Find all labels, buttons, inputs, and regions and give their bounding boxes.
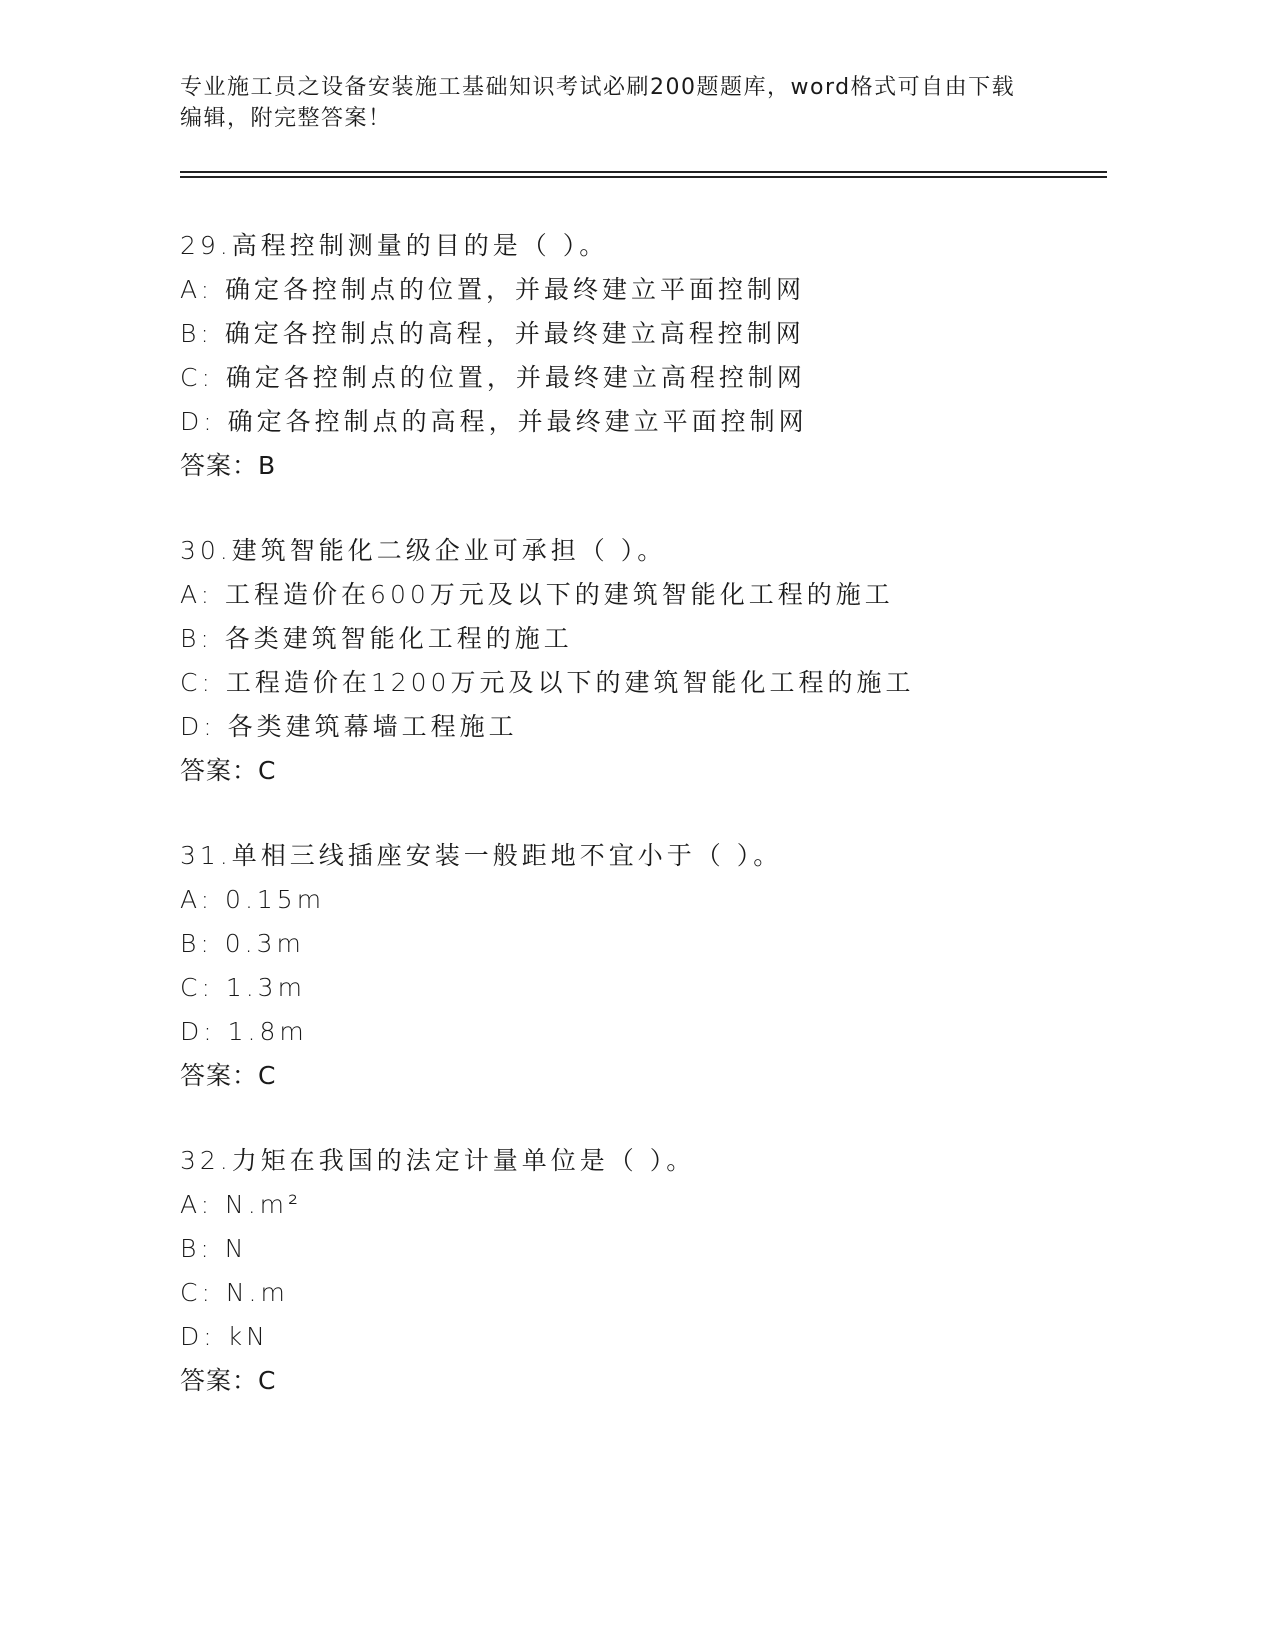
option-a: A: N.m²	[180, 1190, 303, 1219]
question-stem: 30.建筑智能化二级企业可承担（ ）。	[180, 536, 667, 565]
option-a: A: 工程造价在600万元及以下的建筑智能化工程的施工	[180, 580, 894, 609]
document-header	[180, 72, 1040, 134]
question-stem: 31.单相三线插座安装一般距地不宜小于（ ）。	[180, 841, 783, 870]
option-b: B: 确定各控制点的高程，并最终建立高程控制网	[180, 319, 805, 348]
option-d: D: 1.8m	[180, 1017, 308, 1046]
option-a: A: 确定各控制点的位置，并最终建立平面控制网	[180, 275, 806, 304]
header-title-line2: 编辑，附完整答案！	[180, 106, 392, 131]
option-c: C: 确定各控制点的位置，并最终建立高程控制网	[180, 363, 806, 392]
option-d: D: kN	[180, 1322, 269, 1351]
question-32	[180, 1139, 1120, 1403]
option-c: C: N.m	[180, 1278, 289, 1307]
option-c: C: 1.3m	[180, 973, 306, 1002]
question-30	[180, 529, 1120, 793]
answer: 答案：B	[180, 451, 277, 480]
question-stem: 29.高程控制测量的目的是（ ）。	[180, 231, 609, 260]
header-divider-top	[180, 171, 1107, 173]
option-a: A: 0.15m	[180, 885, 326, 914]
option-b: B: 0.3m	[180, 929, 305, 958]
question-31	[180, 834, 1120, 1098]
option-b: B: 各类建筑智能化工程的施工	[180, 624, 573, 653]
option-d: D: 确定各控制点的高程，并最终建立平面控制网	[180, 407, 808, 436]
header-divider-bottom	[180, 176, 1107, 178]
answer: 答案：C	[180, 1366, 277, 1395]
answer: 答案：C	[180, 1061, 277, 1090]
option-d: D: 各类建筑幕墙工程施工	[180, 712, 518, 741]
question-29	[180, 224, 1120, 488]
header-title-line1: 专业施工员之设备安装施工基础知识考试必刷200题题库，word格式可自由下载	[180, 75, 1016, 100]
question-stem: 32.力矩在我国的法定计量单位是（ ）。	[180, 1146, 696, 1175]
answer: 答案：C	[180, 756, 277, 785]
option-b: B: N	[180, 1234, 248, 1263]
option-c: C: 工程造价在1200万元及以下的建筑智能化工程的施工	[180, 668, 915, 697]
